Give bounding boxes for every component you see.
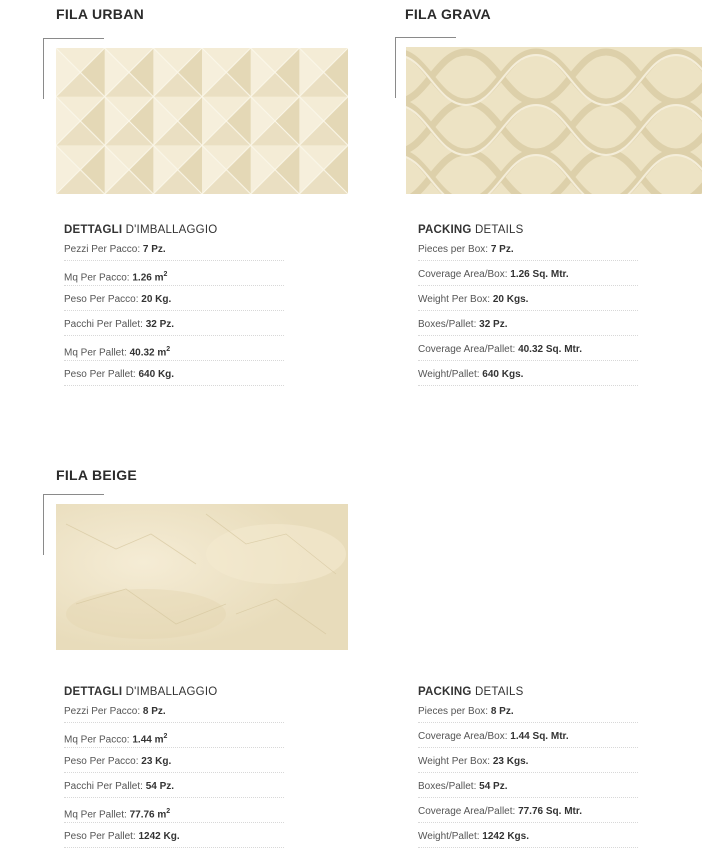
packing-details-it-urban [64,224,364,392]
product-title-beige: FILA BEIGE [56,467,138,483]
packing-details-it-beige [64,686,364,854]
tile-image-urban [56,48,348,194]
detail-row: Weight/Pallet: 640 Kgs. [418,367,638,386]
details-header: DETTAGLI D'IMBALLAGGIO [64,686,218,698]
detail-row: Weight Per Box: 23 Kgs. [418,754,638,773]
details-header: PACKING DETAILS [418,686,524,698]
detail-row: Boxes/Pallet: 32 Pz. [418,317,638,336]
detail-row: Coverage Area/Box: 1.26 Sq. Mtr. [418,267,638,286]
details-header: PACKING DETAILS [418,224,524,236]
detail-row: Peso Per Pacco: 23 Kg. [64,754,284,773]
detail-row: Peso Per Pallet: 1242 Kg. [64,829,284,848]
detail-row: Pacchi Per Pallet: 54 Pz. [64,779,284,798]
tile-image-beige [56,504,348,650]
detail-row: Mq Per Pacco: 1.26 $m^2$ [64,267,284,286]
detail-row: Peso Per Pacco: 20 Kg. [64,292,284,311]
detail-row: Weight Per Box: 20 Kgs. [418,292,638,311]
detail-row: Pacchi Per Pallet: 32 Pz. [64,317,284,336]
detail-row: Mq Per Pacco: 1.44 $m^2$ [64,729,284,748]
product-title-grava: FILA GRAVA [405,6,491,22]
detail-row: Coverage Area/Pallet: 77.76 Sq. Mtr. [418,804,638,823]
detail-row: Coverage Area/Pallet: 40.32 Sq. Mtr. [418,342,638,361]
detail-row: Pezzi Per Pacco: 8 Pz. [64,704,284,723]
packing-details-en-beige [418,686,718,854]
detail-row: Pezzi Per Pacco: 7 Pz. [64,242,284,261]
product-title-urban: FILA URBAN [56,6,145,22]
detail-row: Coverage Area/Box: 1.44 Sq. Mtr. [418,729,638,748]
detail-row: Pieces per Box: 7 Pz. [418,242,638,261]
tile-image-grava [406,47,702,194]
detail-row: Mq Per Pallet: 40.32 $m^2$ [64,342,284,361]
detail-row: Weight/Pallet: 1242 Kgs. [418,829,638,848]
detail-row: Mq Per Pallet: 77.76 $m^2$ [64,804,284,823]
detail-row: Peso Per Pallet: 640 Kg. [64,367,284,386]
details-header: DETTAGLI D'IMBALLAGGIO [64,224,218,236]
detail-row: Pieces per Box: 8 Pz. [418,704,638,723]
packing-details-en-urban [418,224,718,392]
detail-row: Boxes/Pallet: 54 Pz. [418,779,638,798]
